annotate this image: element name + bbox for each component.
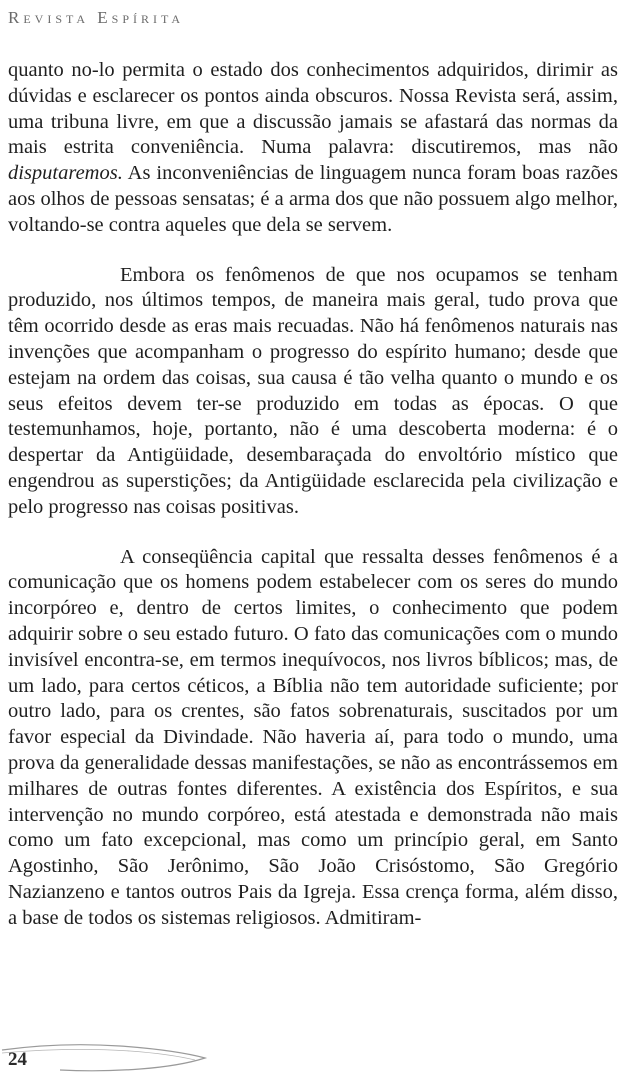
paragraph-2-text: Embora os fenômenos de que nos ocupamos se tenham produzido, nos últimos tempos, de maneira mais geral, tudo prova que têm ocorrido desde as eras mais recuadas. Não há fenômenos naturais nas invenções que acompanham o progresso do espírito humano; desde que estejam na ordem das coisas, sua causa é tão velha quanto o mundo e os seus efeitos devem ter-se produzido em todas as épocas. O que testemunhamos, hoje, portanto, não é uma descoberta moderna: é o despertar da Antigüidade, desembaraçada do envoltório místico que engendrou as superstições; da Antigüidade esclarecida pela civilização e pelo progresso nas coisas positivas. <box>8 263 618 518</box>
paragraph-1-text-b: As inconveniências de linguagem nunca foram boas razões aos olhos de pessoas sensatas; é a arma dos que não possuem algo melhor, voltando-se contra aqueles que dela se servem. <box>8 162 618 236</box>
paragraph-1 <box>8 58 618 239</box>
running-header: Revista Espírita <box>8 8 185 27</box>
paragraph-3 <box>8 545 618 932</box>
folio-flourish-ornament <box>0 1036 210 1076</box>
body-text <box>8 58 618 932</box>
paragraph-1-italic-word: disputaremos. <box>8 162 123 185</box>
paragraph-1-text-a: quanto no-lo permita o estado dos conhecimentos adquiridos, dirimir as dúvidas e esclarecer os pontos ainda obscuros. Nossa Revista será, assim, uma tribuna livre, em que a discussão jamais se afastará das normas da mais estrita conveniência. Numa palavra: discutiremos, mas não <box>8 59 618 159</box>
paragraph-2 <box>8 263 618 521</box>
paragraph-3-text: A conseqüência capital que ressalta desses fenômenos é a comunicação que os homens podem estabelecer com os seres do mundo incorpóreo e, dentro de certos limites, o conhecimento que podem adquirir sobre o seu estado futuro. O fato das comunicações com o mundo invisível encontra-se, em termos inequívocos, nos livros bíblicos; mas, de um lado, para certos céticos, a Bíblia não tem autoridade suficiente; por outro lado, para os crentes, são fatos sobrenaturais, suscitados por um favor especial da Divindade. Não haveria aí, para todo o mundo, uma prova da generalidade dessas manifestações, se não as encontrássemos em milhares de outras fontes diferentes. A existência dos Espíritos, e sua intervenção no mundo corpóreo, está atestada e demonstrada não mais como um fato excepcional, mas como um princípio geral, em Santo Agostinho, São Jerônimo, São João Crisóstomo, São Gregório Nazianzeno e tantos outros Pais da Igreja. Essa crença forma, além disso, a base de todos os sistemas religiosos. Admitiram- <box>8 545 618 929</box>
page-number: 24 <box>8 1049 27 1070</box>
